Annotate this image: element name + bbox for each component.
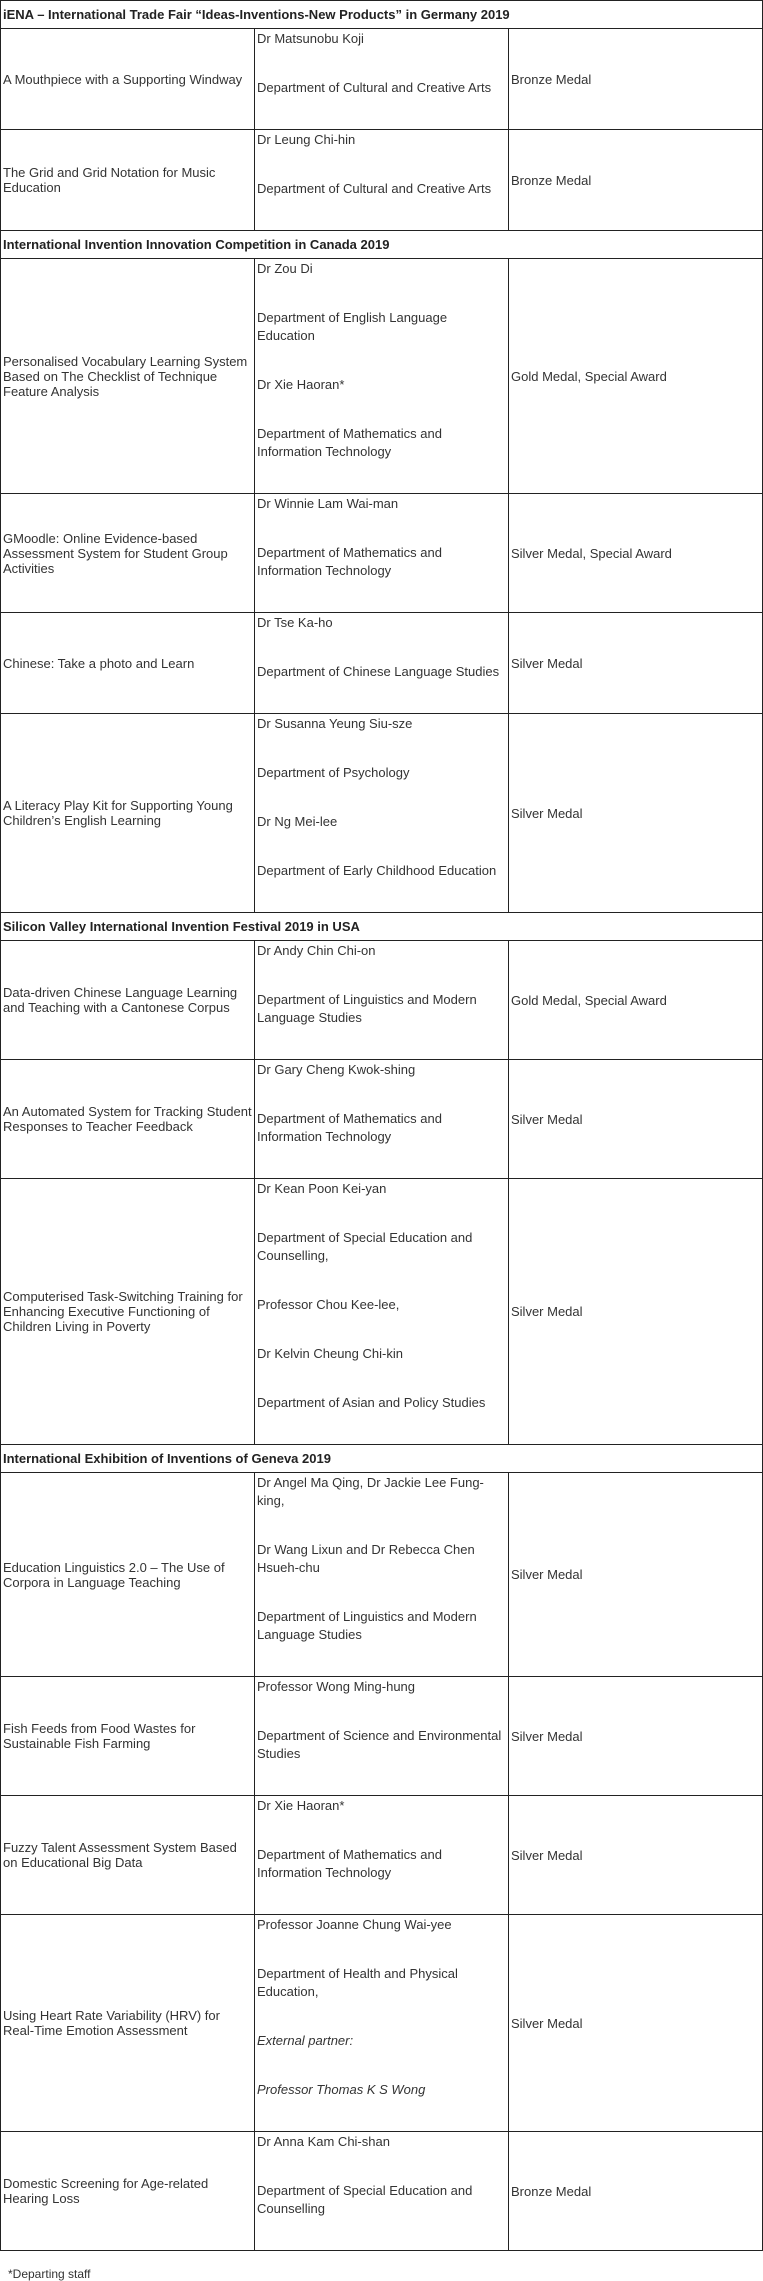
team-line: Department of Mathematics and Information Technology — [257, 1847, 442, 1880]
team-cell — [255, 259, 509, 494]
table-row — [1, 1677, 763, 1796]
team-line: Dr Xie Haoran* — [257, 1798, 345, 1813]
project-title: Fuzzy Talent Assessment System Based on Educational Big Data — [1, 1796, 255, 1915]
project-title: Education Linguistics 2.0 – The Use of Corpora in Language Teaching — [1, 1473, 255, 1677]
award: Silver Medal — [509, 1796, 763, 1915]
table-row — [1, 259, 763, 494]
team-line: Dr Tse Ka-ho — [257, 615, 333, 630]
team-line: Department of Mathematics and Information Technology — [257, 426, 442, 459]
project-title: Personalised Vocabulary Learning System Based on The Checklist of Technique Feature Analysis — [1, 259, 255, 494]
award: Silver Medal — [509, 613, 763, 714]
team-line: Dr Winnie Lam Wai-man — [257, 496, 399, 511]
table-row — [1, 1796, 763, 1915]
team-line: Dr Angel Ma Qing, Dr Jackie Lee Fung-king, — [257, 1475, 484, 1508]
award: Silver Medal — [509, 1473, 763, 1677]
team-cell — [255, 1179, 509, 1445]
team-line: Dr Gary Cheng Kwok-shing — [257, 1062, 416, 1077]
project-title: Fish Feeds from Food Wastes for Sustainable Fish Farming — [1, 1677, 255, 1796]
award: Silver Medal — [509, 714, 763, 913]
award: Silver Medal — [509, 1677, 763, 1796]
team-cell — [255, 1796, 509, 1915]
project-title: Data-driven Chinese Language Learning and Teaching with a Cantonese Corpus — [1, 941, 255, 1060]
project-title: GMoodle: Online Evidence-based Assessment System for Student Group Activities — [1, 494, 255, 613]
table-row — [1, 2132, 763, 2251]
table-row — [1, 1473, 763, 1677]
team-line: Professor Joanne Chung Wai-yee — [257, 1917, 452, 1932]
team-line: Professor Chou Kee-lee, — [257, 1297, 400, 1312]
table-row — [1, 1179, 763, 1445]
team-line: Dr Wang Lixun and Dr Rebecca Chen Hsueh-chu — [257, 1542, 475, 1575]
award: Silver Medal — [509, 1060, 763, 1179]
award: Silver Medal — [509, 1179, 763, 1445]
team-line: Department of Special Education and Counselling — [257, 2183, 473, 2216]
team-cell — [255, 29, 509, 130]
table-row — [1, 1915, 763, 2132]
section-title: International Exhibition of Inventions of Geneva 2019 — [1, 1445, 763, 1473]
team-line: Dr Anna Kam Chi-shan — [257, 2134, 390, 2149]
table-row — [1, 714, 763, 913]
team-line: Department of Asian and Policy Studies — [257, 1395, 486, 1410]
footnote: *Departing staff — [8, 2267, 91, 2281]
section-header-row — [1, 913, 763, 941]
team-line: Dr Matsunobu Koji — [257, 31, 364, 46]
team-line: Dr Kelvin Cheung Chi-kin — [257, 1346, 403, 1361]
team-cell — [255, 1677, 509, 1796]
team-cell — [255, 714, 509, 913]
team-line: Department of Linguistics and Modern Language Studies — [257, 1609, 477, 1642]
team-cell — [255, 613, 509, 714]
team-cell — [255, 130, 509, 231]
award: Silver Medal, Special Award — [509, 494, 763, 613]
project-title: A Mouthpiece with a Supporting Windway — [1, 29, 255, 130]
team-cell — [255, 941, 509, 1060]
team-cell — [255, 1473, 509, 1677]
award: Bronze Medal — [509, 29, 763, 130]
team-line: Dr Andy Chin Chi-on — [257, 943, 376, 958]
award: Gold Medal, Special Award — [509, 941, 763, 1060]
team-line: Department of Mathematics and Information Technology — [257, 1111, 442, 1144]
project-title: Using Heart Rate Variability (HRV) for Real-Time Emotion Assessment — [1, 1915, 255, 2132]
team-line: Department of Chinese Language Studies — [257, 664, 500, 679]
section-title: iENA – International Trade Fair “Ideas-Inventions-New Products” in Germany 2019 — [1, 1, 763, 29]
team-cell — [255, 2132, 509, 2251]
award: Bronze Medal — [509, 130, 763, 231]
section-header-row — [1, 231, 763, 259]
team-line: Dr Ng Mei-lee — [257, 814, 338, 829]
award: Bronze Medal — [509, 2132, 763, 2251]
team-line: Department of Cultural and Creative Arts — [257, 181, 492, 196]
table-row — [1, 494, 763, 613]
team-line: Dr Kean Poon Kei-yan — [257, 1181, 387, 1196]
team-line: Department of Psychology — [257, 765, 410, 780]
team-line: Department of Science and Environmental Studies — [257, 1728, 502, 1761]
team-line: Department of Early Childhood Education — [257, 863, 497, 878]
team-line: Dr Xie Haoran* — [257, 377, 345, 392]
team-cell — [255, 494, 509, 613]
table-row — [1, 29, 763, 130]
team-line: Dr Zou Di — [257, 261, 313, 276]
project-title: The Grid and Grid Notation for Music Education — [1, 130, 255, 231]
table-row — [1, 613, 763, 714]
project-title: A Literacy Play Kit for Supporting Young Children’s English Learning — [1, 714, 255, 913]
project-title: Computerised Task-Switching Training for Enhancing Executive Functioning of Children Living in Poverty — [1, 1179, 255, 1445]
team-line: Department of Cultural and Creative Arts — [257, 80, 492, 95]
section-title: Silicon Valley International Invention Festival 2019 in USA — [1, 913, 763, 941]
team-cell — [255, 1060, 509, 1179]
project-title: Domestic Screening for Age-related Hearing Loss — [1, 2132, 255, 2251]
section-header-row — [1, 1445, 763, 1473]
team-line: Professor Wong Ming-hung — [257, 1679, 416, 1694]
section-title: International Invention Innovation Competition in Canada 2019 — [1, 231, 763, 259]
team-line: Dr Susanna Yeung Siu-sze — [257, 716, 413, 731]
team-line: Professor Thomas K S Wong — [257, 2082, 426, 2097]
project-title: Chinese: Take a photo and Learn — [1, 613, 255, 714]
team-line: Department of Linguistics and Modern Language Studies — [257, 992, 477, 1025]
team-line: Department of Health and Physical Education, — [257, 1966, 458, 1999]
table-row — [1, 130, 763, 231]
award: Gold Medal, Special Award — [509, 259, 763, 494]
team-line: Dr Leung Chi-hin — [257, 132, 356, 147]
award: Silver Medal — [509, 1915, 763, 2132]
team-line: Department of English Language Education — [257, 310, 448, 343]
team-line: External partner: — [257, 2033, 354, 2048]
team-line: Department of Mathematics and Information Technology — [257, 545, 442, 578]
team-cell — [255, 1915, 509, 2132]
table-row — [1, 941, 763, 1060]
table-row — [1, 1060, 763, 1179]
project-title: An Automated System for Tracking Student Responses to Teacher Feedback — [1, 1060, 255, 1179]
section-header-row — [1, 1, 763, 29]
team-line: Department of Special Education and Counselling, — [257, 1230, 473, 1263]
